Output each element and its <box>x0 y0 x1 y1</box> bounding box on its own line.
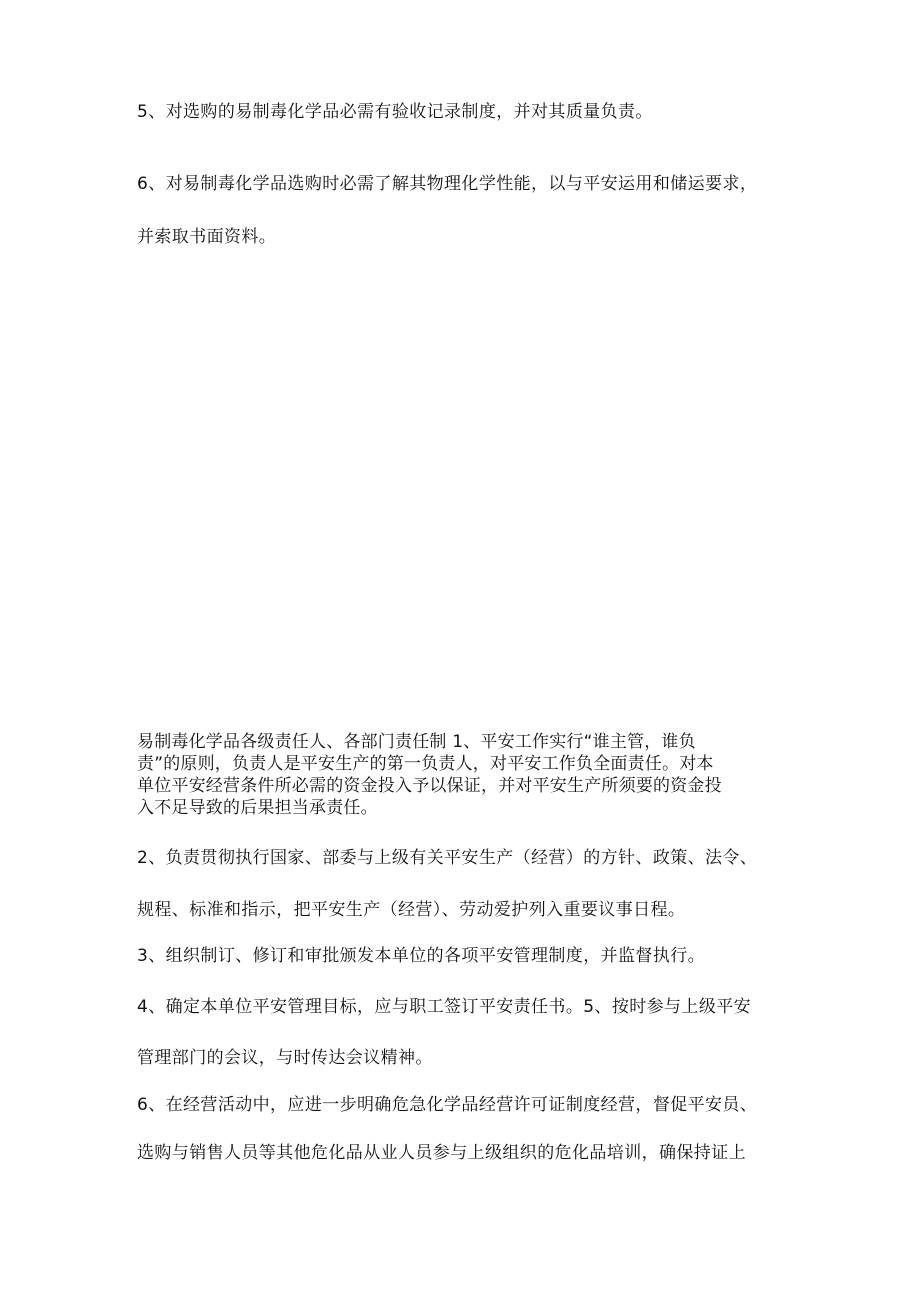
paragraph-item-4-line-1: 4、确定本单位平安管理目标，应与职工签订平安责任书。5、按时参与上级平安 <box>137 997 752 1017</box>
paragraph-item-6b-line-1: 6、在经营活动中，应进一步明确危急化学品经营许可证制度经营，督促平安员、 <box>137 1095 758 1115</box>
heading-line: 责”的原则，负责人是平安生产的第一负责人，对平安工作负全面责任。对本 <box>137 754 714 774</box>
paragraph-item-6-line-2: 并索取书面资料。 <box>137 227 277 247</box>
paragraph-item-3: 3、组织制订、修订和审批颁发本单位的各项平安管理制度，并监督执行。 <box>137 946 706 966</box>
paragraph-item-4-line-2: 管理部门的会议，与时传达会议精神。 <box>137 1048 433 1068</box>
heading-line: 单位平安经营条件所必需的资金投入予以保证，并对平安生产所须要的资金投 <box>137 776 722 796</box>
paragraph-item-2-line-1: 2、负责贯彻执行国家、部委与上级有关平安生产（经营）的方针、政策、法令、 <box>137 848 758 868</box>
paragraph-item-6-line-1: 6、对易制毒化学品选购时必需了解其物理化学性能，以与平安运用和储运要求， <box>137 174 758 194</box>
heading-line: 易制毒化学品各级责任人、各部门责任制 1、平安工作实行“谁主管，谁负 <box>137 732 696 752</box>
responsibility-heading-paragraph <box>137 731 797 819</box>
paragraph-item-5: 5、对选购的易制毒化学品必需有验收记录制度，并对其质量负责。 <box>137 102 653 122</box>
paragraph-item-6b-line-2: 选购与销售人员等其他危化品从业人员参与上级组织的危化品培训，确保持证上 <box>137 1143 746 1163</box>
heading-line: 入不足导致的后果担当承责任。 <box>137 798 378 818</box>
paragraph-item-2-line-2: 规程、标准和指示，把平安生产（经营）、劳动爱护列入重要议事日程。 <box>137 900 686 920</box>
